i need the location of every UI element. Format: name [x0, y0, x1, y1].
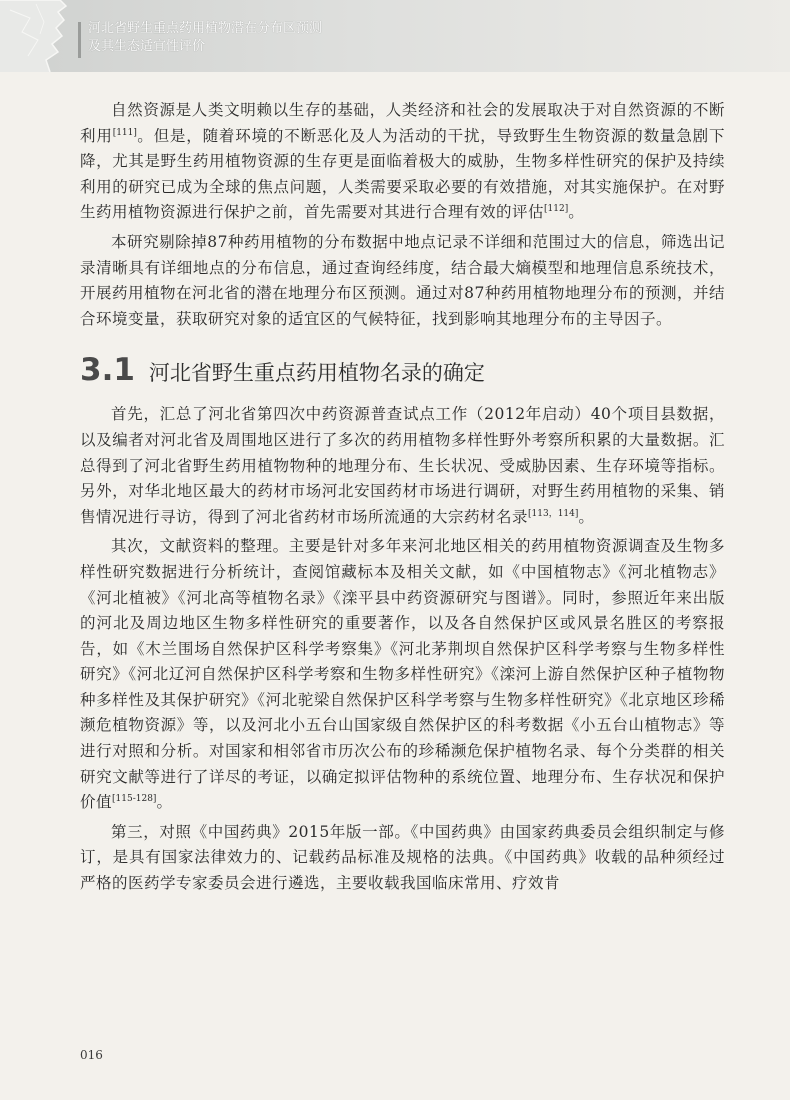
section-title: 河北省野生重点药用植物名录的确定 — [148, 361, 485, 386]
section-heading — [80, 352, 725, 388]
running-title-line-2: 及其生态适宜性评价 — [88, 39, 206, 54]
body-paragraph — [80, 534, 725, 816]
paragraph-text: 自然资源是人类文明赖以生存的基础，人类经济和社会的发展取决于对自然资源的不断利用 — [80, 101, 725, 145]
section-number: 3.1 — [80, 352, 135, 389]
paragraph-text: 。 — [568, 203, 585, 222]
running-title — [88, 20, 322, 56]
paragraph-text: 第三，对照《中国药典》2015年版一部。《中国药典》由国家药典委员会组织制定与修订，是具有国家法律效力的、记载药品标准及规格的法典。《中国药典》收载的品种须经过严格的医药学专家委员会进行遴选，主要收载我国临床常用、疗效肯 — [80, 822, 725, 893]
running-title-line-1: 河北省野生重点药用植物潜在分布区预测 — [88, 21, 323, 36]
body-paragraph — [80, 230, 725, 332]
paragraph-text: 首先，汇总了河北省第四次中药资源普查试点工作（2012年启动）40个项目县数据，以及编者对河北省及周围地区进行了多次的药用植物多样性野外考察所积累的大量数据。汇总得到了河北省野生药用植物物种的地理分布、生长状况、受威胁因素、生存环境等指标。另外，对华北地区最大的药材市场河北安国药材市场进行调研，对野生药用植物的采集、销售情况进行寻访，得到了河北省药材市场所流通的大宗药材名录 — [80, 405, 725, 526]
paragraph-text: 本研究剔除掉87种药用植物的分布数据中地点记录不详细和范围过大的信息，筛选出记录清晰具有详细地点的分布信息，通过查询经纬度，结合最大熵模型和地理信息系统技术，开展药用植物在河北省的潜在地理分布区预测。通过对87种药用植物地理分布的预测，并结合环境变量，获取研究对象的适宜区的气候特征，找到影响其地理分布的主导因子。 — [80, 232, 725, 328]
header-accent-bar — [78, 22, 81, 58]
page-number: 016 — [80, 1048, 103, 1062]
body-paragraph — [80, 402, 725, 530]
paragraph-text: 。 — [156, 793, 173, 812]
running-header — [0, 0, 790, 72]
body-paragraph — [80, 98, 725, 226]
paragraph-text: 其次，文献资料的整理。主要是针对多年来河北地区相关的药用植物资源调查及生物多样性研究数据进行分析统计，查阅馆藏标本及相关文献，如《中国植物志》《河北植物志》《河北植被》《河北高等植物名录》《滦平县中药资源研究与图谱》。同时，参照近年来出版的河北及周边地区生物多样性研究的重要著作，以及各自然保护区或风景名胜区的考察报告，如《木兰围场自然保护区科学考察集》《河北茅荆坝自然保护区科学考察与生物多样性研究》《河北辽河自然保护区科学考察和生物多样性研究》《滦河上游自然保护区种子植物物种多样性及其保护研究》《河北驼梁自然保护区科学考察与生物多样性研究》《北京地区珍稀濒危植物资源》等，以及河北小五台山国家级自然保护区的科考数据《小五台山植物志》等进行对照和分析。对国家和相邻省市历次公布的珍稀濒危保护植物名录、每个分类群的相关研究文献等进行了详尽的考证，以确定拟评估物种的系统位置、地理分布、生存状况和保护价值 — [80, 537, 725, 812]
map-decoration-icon — [0, 0, 90, 72]
citation-reference: [111] — [112, 127, 137, 138]
paragraph-text: 。 — [578, 507, 595, 526]
paragraph-text: 。但是，随着环境的不断恶化及人为活动的干扰，导致野生生物资源的数量急剧下降，尤其是野生药用植物资源的生存更是面临着极大的威胁，生物多样性研究的保护及持续利用的研究已成为全球的焦点问题，人类需要采取必要的有效措施，对其实施保护。在对野生药用植物资源进行保护之前，首先需要对其进行合理有效的评估 — [80, 126, 725, 222]
section-paragraphs — [80, 402, 725, 896]
body-paragraph — [80, 820, 725, 897]
intro-paragraphs — [80, 98, 725, 332]
citation-reference: [112] — [544, 204, 569, 215]
citation-reference: [113，114] — [528, 508, 579, 519]
page-body — [80, 98, 725, 901]
citation-reference: [115-128] — [112, 794, 157, 805]
